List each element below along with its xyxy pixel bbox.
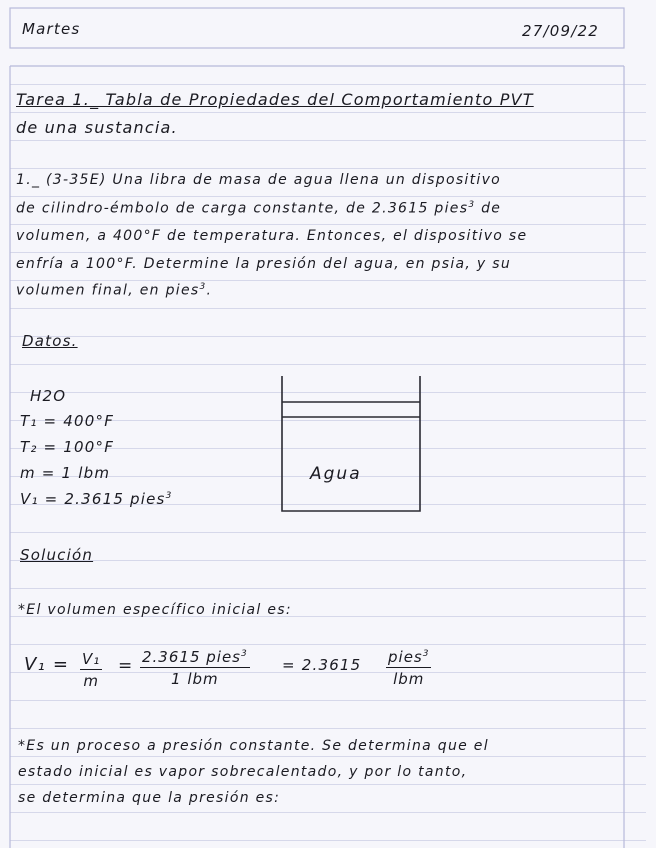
- solucion-line-1: *El volumen específico inicial es:: [18, 602, 292, 618]
- piston-cylinder-diagram: [280, 374, 424, 514]
- diagram-water-label: Agua: [310, 464, 362, 484]
- data-item-v1: V₁ = 2.3615 pies$^3$: [20, 490, 173, 508]
- eq-fraction-1: $\frac{\text{V₁}}{m}$: [82, 650, 101, 690]
- data-item-mass: m = 1 lbm: [20, 464, 111, 482]
- solucion-paragraph-line-1: *Es un proceso a presión constante. Se determina que el: [18, 738, 489, 754]
- data-item-t2: T₂ = 100°F: [20, 438, 115, 456]
- solucion-heading: Solución: [20, 546, 94, 564]
- eq-lhs: V₁ =: [24, 654, 70, 675]
- problem-line-1: 1._ (3-35E) Una libra de masa de agua llena un dispositivo: [16, 172, 502, 188]
- problem-line-3: volumen, a 400°F de temperatura. Entonces, el dispositivo se: [16, 228, 528, 244]
- problem-line-5: volumen final, en pies$^3$.: [16, 282, 213, 299]
- data-item-substance: H2O: [30, 387, 67, 405]
- solucion-paragraph-line-3: se determina que la presión es:: [18, 790, 281, 806]
- data-item-t1: T₁ = 400°F: [20, 412, 115, 430]
- eq-sign-1: =: [118, 656, 134, 676]
- day-label: Martes: [22, 20, 81, 38]
- solucion-paragraph-line-2: estado inicial es vapor sobrecalentado, y por lo tanto,: [18, 764, 468, 780]
- assignment-title-line2: de una sustancia.: [16, 118, 178, 137]
- eq-sign-2: = 2.3615: [282, 656, 362, 674]
- date-label: 27/09/22: [522, 22, 599, 40]
- problem-line-4: enfría a 100°F. Determine la presión del agua, en psia, y su: [16, 256, 511, 272]
- eq-fraction-3: pies$^3$ lbm: [388, 648, 430, 688]
- assignment-title-line1: Tarea 1._ Tabla de Propiedades del Comportamiento PVT: [16, 90, 534, 109]
- problem-line-2: de cilindro-émbolo de carga constante, de 2.3615 pies$^3$ de: [16, 200, 502, 217]
- datos-heading: Datos.: [22, 332, 78, 350]
- eq-fraction-2: 2.3615 pies$^3$ 1 lbm: [142, 648, 248, 688]
